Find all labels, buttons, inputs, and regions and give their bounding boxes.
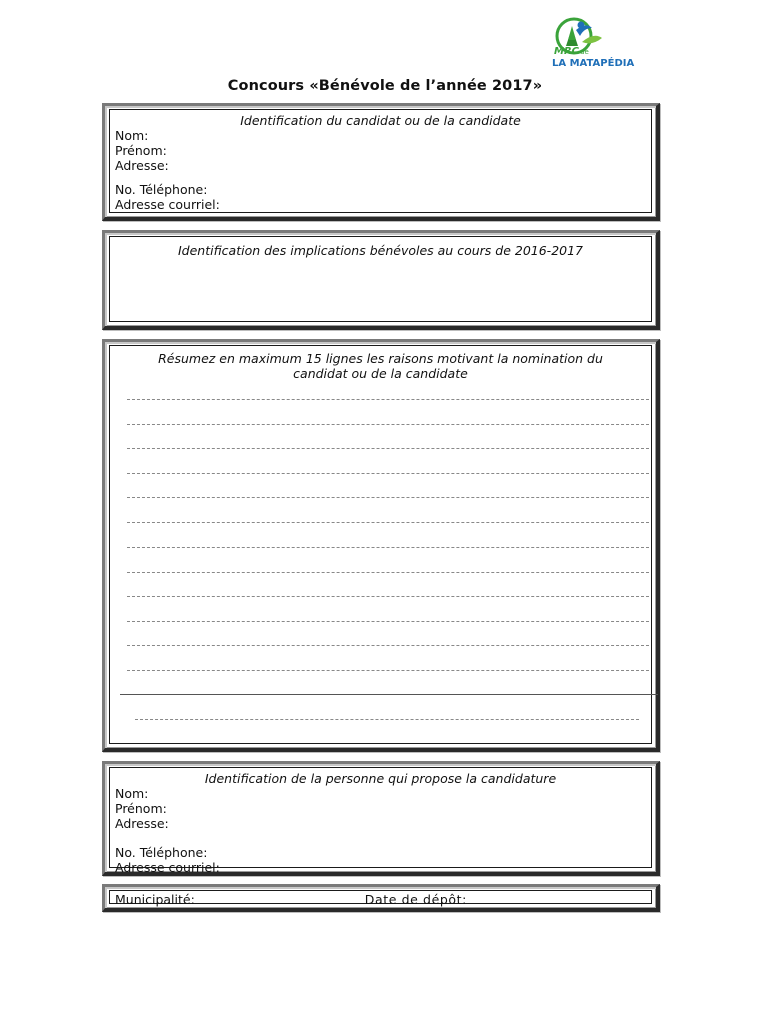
summary-blank-line-4[interactable] bbox=[127, 473, 649, 474]
municipality-field[interactable]: Municipalité: bbox=[115, 892, 195, 907]
municipality-date-section bbox=[102, 884, 660, 912]
candidate-prenom-field[interactable]: Prénom: bbox=[115, 143, 167, 158]
summary-heading-line1: Résumez en maximum 15 lignes les raisons motivant la nomination du bbox=[158, 351, 603, 366]
summary-blank-line-14[interactable] bbox=[135, 719, 639, 720]
proposer-prenom-field[interactable]: Prénom: bbox=[115, 801, 167, 816]
summary-blank-line-12[interactable] bbox=[127, 670, 649, 671]
summary-blank-line-10[interactable] bbox=[127, 621, 649, 622]
summary-blank-line-3[interactable] bbox=[127, 448, 649, 449]
proposer-identification-section bbox=[102, 761, 660, 876]
summary-blank-line-6[interactable] bbox=[127, 522, 649, 523]
document-title: Concours «Bénévole de l’année 2017» bbox=[227, 78, 543, 94]
proposer-adresse-field[interactable]: Adresse: bbox=[115, 816, 169, 831]
candidate-section-heading: Identification du candidat ou de la candidate bbox=[240, 113, 521, 128]
summary-blank-line-9[interactable] bbox=[127, 596, 649, 597]
involvement-section bbox=[102, 230, 660, 330]
proposer-nom-field[interactable]: Nom: bbox=[115, 786, 149, 801]
summary-blank-line-11[interactable] bbox=[127, 645, 649, 646]
summary-heading-line2: candidat ou de la candidate bbox=[293, 366, 468, 381]
proposer-telephone-field[interactable]: No. Téléphone: bbox=[115, 845, 208, 860]
summary-blank-line-2[interactable] bbox=[127, 424, 649, 425]
summary-section-heading bbox=[110, 351, 651, 381]
summary-blank-line-8[interactable] bbox=[127, 572, 649, 573]
submission-date-field[interactable]: Date de dépôt: bbox=[364, 892, 467, 907]
mrc-matapedia-logo bbox=[548, 16, 654, 68]
candidate-nom-field[interactable]: Nom: bbox=[115, 128, 149, 143]
logo-line2: LA MATAPÉDIA bbox=[552, 58, 635, 68]
summary-blank-line-7[interactable] bbox=[127, 547, 649, 548]
summary-blank-line-5[interactable] bbox=[127, 497, 649, 498]
proposer-courriel-field[interactable]: Adresse courriel: bbox=[115, 860, 220, 875]
summary-blank-line-1[interactable] bbox=[127, 399, 649, 400]
candidate-courriel-field[interactable]: Adresse courriel: bbox=[115, 197, 220, 212]
summary-blank-line-13[interactable] bbox=[120, 694, 658, 695]
proposer-section-heading: Identification de la personne qui propose la candidature bbox=[204, 771, 557, 786]
candidate-adresse-field[interactable]: Adresse: bbox=[115, 158, 169, 173]
summary-section bbox=[102, 339, 660, 752]
involvement-section-heading: Identification des implications bénévoles au cours de 2016-2017 bbox=[177, 243, 584, 258]
candidate-identification-section bbox=[102, 103, 660, 221]
involvement-text-area[interactable] bbox=[110, 263, 651, 321]
candidate-telephone-field[interactable]: No. Téléphone: bbox=[115, 182, 208, 197]
logo-line1-suffix: de bbox=[580, 48, 589, 56]
logo-line1: MRC bbox=[554, 46, 579, 57]
